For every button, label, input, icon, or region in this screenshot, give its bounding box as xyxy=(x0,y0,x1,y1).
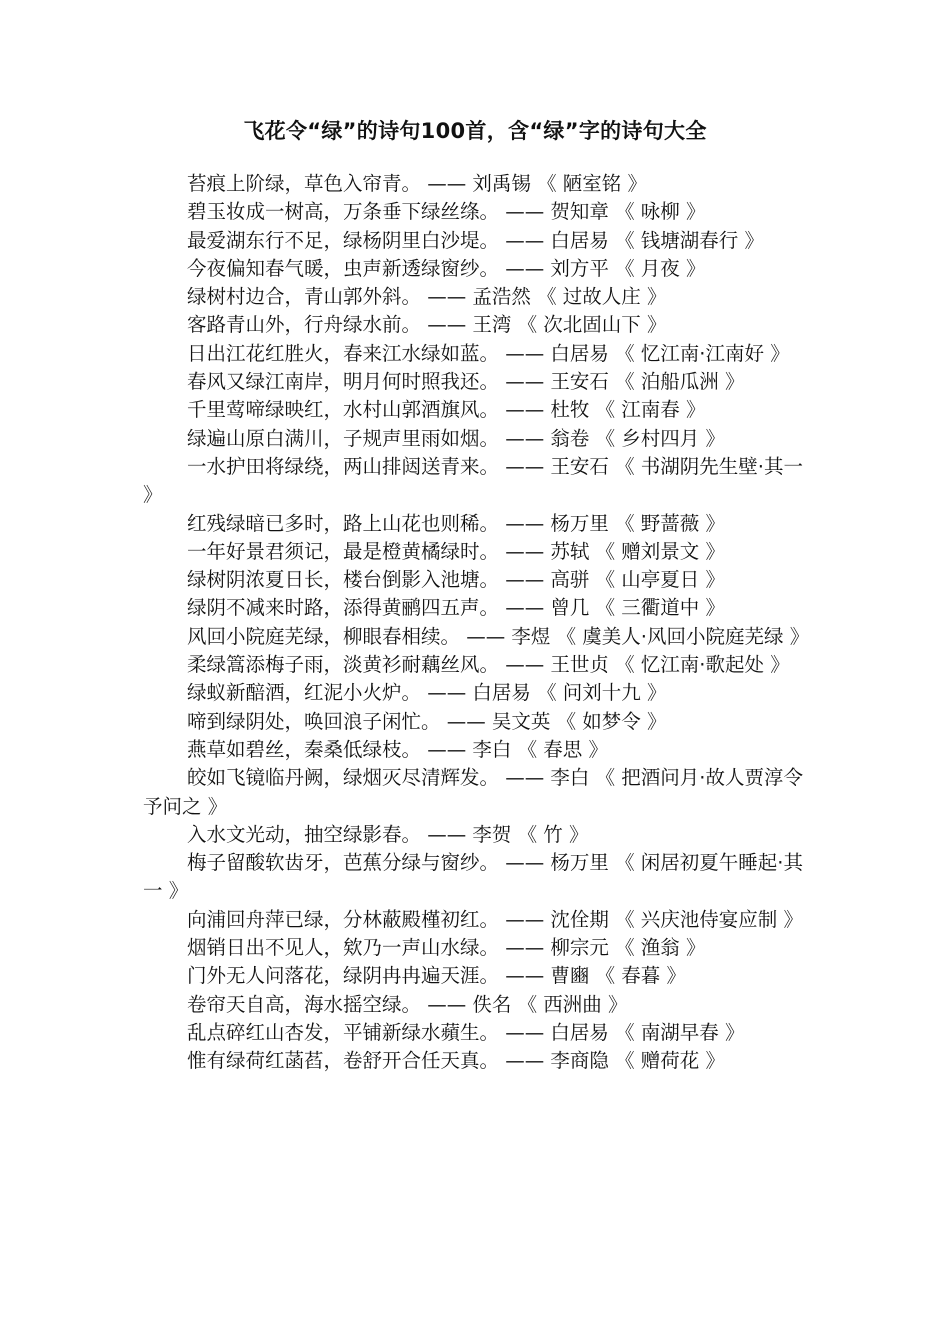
poem-line: 绿遍山原白满川，子规声里雨如烟。 —— 翁卷 《 乡村四月 》 xyxy=(187,426,725,450)
poem-line: 乱点碎红山杏发，平铺新绿水蘋生。 —— 白居易 《 南湖早春 》 xyxy=(187,1020,745,1044)
poem-line: 入水文光动，抽空绿影春。 —— 李贺 《 竹 》 xyxy=(187,822,589,846)
poem-line: 今夜偏知春气暖，虫声新透绿窗纱。 —— 刘方平 《 月夜 》 xyxy=(187,256,706,280)
poem-line: 一水护田将绿绕，两山排闼送青来。 —— 王安石 《 书湖阴先生壁·其一 》 xyxy=(143,454,803,507)
poem-line: 最爱湖东行不足，绿杨阴里白沙堤。 —— 白居易 《 钱塘湖春行 》 xyxy=(187,228,764,252)
poem-list xyxy=(143,170,813,1076)
poem-line: 向浦回舟萍已绿，分林蔽殿槿初红。 —— 沈佺期 《 兴庆池侍宴应制 》 xyxy=(187,907,803,931)
poem-line: 绿阴不减来时路，添得黄鹂四五声。 —— 曾几 《 三衢道中 》 xyxy=(187,596,725,620)
poem-line: 日出江花红胜火，春来江水绿如蓝。 —— 白居易 《 忆江南·江南好 》 xyxy=(187,341,790,365)
poem-line: 卷帘天自高，海水摇空绿。 —— 佚名 《 西洲曲 》 xyxy=(187,992,628,1016)
poem-line: 客路青山外，行舟绿水前。 —— 王湾 《 次北固山下 》 xyxy=(187,313,667,337)
poem-line: 啼到绿阴处，唤回浪子闲忙。 —— 吴文英 《 如梦令 》 xyxy=(187,709,667,733)
poem-line: 绿蚁新醅酒，红泥小火炉。 —— 白居易 《 问刘十九 》 xyxy=(187,681,667,705)
poem-line: 柔绿篙添梅子雨，淡黄衫耐藕丝风。 —— 王世贞 《 忆江南·歌起处 》 xyxy=(187,653,790,677)
poem-line: 门外无人问落花，绿阴冉冉遍天涯。 —— 曹豳 《 春暮 》 xyxy=(187,964,686,988)
poem-line: 风回小院庭芜绿，柳眼春相续。 —— 李煜 《 虞美人·风回小院庭芜绿 》 xyxy=(187,624,810,648)
poem-line: 绿树阴浓夏日长，楼台倒影入池塘。 —— 高骈 《 山亭夏日 》 xyxy=(187,568,725,592)
poem-line: 苔痕上阶绿，草色入帘青。 —— 刘禹锡 《 陋室铭 》 xyxy=(187,172,647,195)
poem-line: 梅子留酸软齿牙，芭蕉分绿与窗纱。 —— 杨万里 《 闲居初夏午睡起·其一 》 xyxy=(143,851,803,903)
poem-line: 春风又绿江南岸，明月何时照我还。 —— 王安石 《 泊船瓜洲 》 xyxy=(187,370,745,394)
poem-line: 烟销日出不见人，欸乃一声山水绿。 —— 柳宗元 《 渔翁 》 xyxy=(187,936,706,960)
poem-line: 红残绿暗已多时，路上山花也则稀。 —— 杨万里 《 野蔷薇 》 xyxy=(187,511,725,535)
poem-line: 惟有绿荷红菡萏，卷舒开合任天真。 —— 李商隐 《 赠荷花 》 xyxy=(187,1049,725,1073)
poem-line: 皎如飞镜临丹阙，绿烟灭尽清辉发。 —— 李白 《 把酒问月·故人贾淳令予问之 》 xyxy=(143,766,803,818)
poem-line: 绿树村边合，青山郭外斜。 —— 孟浩然 《 过故人庄 》 xyxy=(187,285,667,309)
poem-line: 千里莺啼绿映红，水村山郭酒旗风。 —— 杜牧 《 江南春 》 xyxy=(187,398,706,422)
page-title: 飞花令“绿”的诗句100首，含“绿”字的诗句大全 xyxy=(243,119,707,143)
poem-line: 一年好景君须记，最是橙黄橘绿时。 —— 苏轼 《 赠刘景文 》 xyxy=(187,539,725,563)
poem-line: 碧玉妆成一树高，万条垂下绿丝绦。 —— 贺知章 《 咏柳 》 xyxy=(187,200,706,224)
poem-line: 燕草如碧丝，秦桑低绿枝。 —— 李白 《 春思 》 xyxy=(187,737,608,761)
